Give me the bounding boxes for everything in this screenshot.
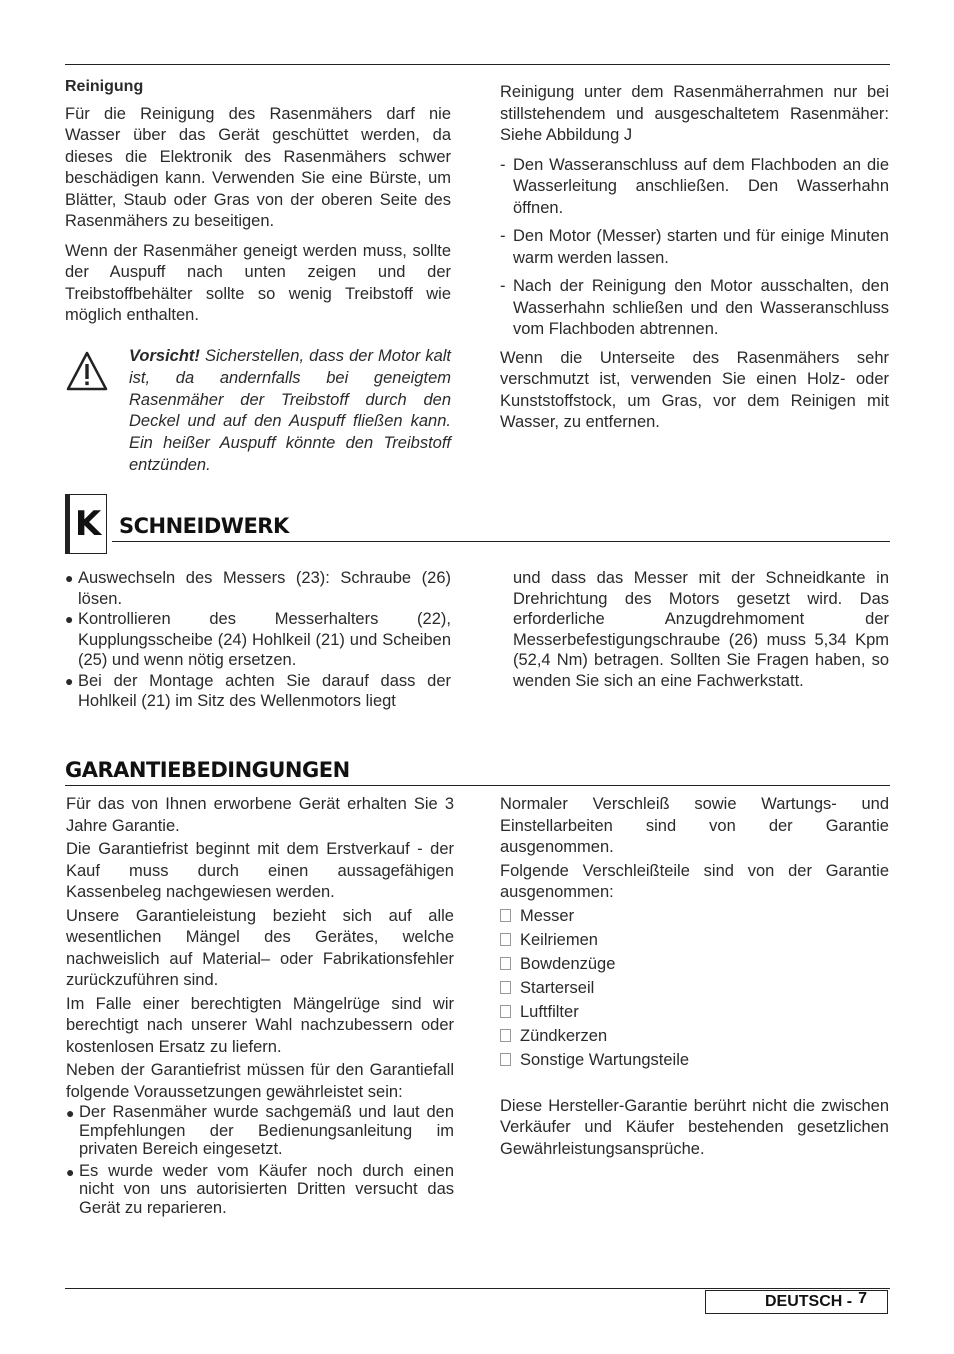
- section-rule: [112, 541, 890, 542]
- section-letter-box: K: [65, 494, 107, 554]
- list-item: Starterseil: [500, 976, 889, 1000]
- cleaning-paragraph-1: Für die Reinigung des Rasenmähers darf nie Wasser über das Gerät geschüttet werden, da dieses die Elektronik des Rasenmähers schwer beschädigen kann. Verwenden Sie eine Bürste, um Blätter, Staub oder Gras von der oberen Seite des Rasenmähers zu beseitigen.: [65, 104, 451, 230]
- cleaning-right-intro: Reinigung unter dem Rasenmäherrahmen nur bei stillstehendem und ausgeschaltetem Rasenmäher: Siehe Abbildung J: [500, 83, 889, 144]
- list-item: Keilriemen: [500, 928, 889, 952]
- footer-rule: [65, 1288, 890, 1289]
- top-rule: [65, 64, 890, 65]
- warning-label: Vorsicht!: [129, 347, 200, 365]
- checkbox-square-icon: [500, 909, 511, 922]
- footer-language: DEUTSCH -: [764, 1293, 853, 1310]
- warranty-right-paragraph-3: Diese Hersteller-Garantie berührt nicht die zwischen Verkäufer und Käufer bestehenden gesetzlichen Gewährleistungsansprüche.: [500, 1096, 889, 1158]
- cleaning-step: - Den Motor (Messer) starten und für einige Minuten warm werden lassen.: [500, 227, 889, 267]
- warning-body: Sicherstellen, dass der Motor kalt ist, da andernfalls bei geneigtem Rasenmäher der Treibstoff durch den Deckel und auf den Auspuff fließen kann. Ein heißer Auspuff könnte den Treibstoff entzünden.: [129, 347, 451, 474]
- warranty-paragraph: Neben der Garantiefrist müssen für den Garantiefall folgende Voraussetzungen gewährleistet sein:: [66, 1061, 454, 1101]
- checkbox-square-icon: [500, 1005, 511, 1018]
- cutting-bullet: ● Kontrollieren des Messerhalters (22), Kupplungsscheibe (24) Hohlkeil (21) und Scheiben (25) und wenn nötig ersetzen.: [65, 610, 451, 669]
- section-title-warranty: GARANTIEBEDINGUNGEN: [65, 758, 350, 782]
- warranty-condition: ● Es wurde weder vom Käufer noch durch einen nicht von uns autorisierten Dritten versucht das Gerät zu reparieren.: [66, 1161, 454, 1217]
- warranty-paragraph: Für das von Ihnen erworbene Gerät erhalten Sie 3 Jahre Garantie.: [66, 795, 454, 835]
- cleaning-heading: Reinigung: [65, 78, 144, 95]
- cutting-continuation: und dass das Messer mit der Schneidkante in Drehrichtung des Motors gesetzt wird. Das erforderliche Anzugdrehmoment der Messerbefestigungschraube (26) muss 5,34 Kpm (52,4 Nm) betragen. Sollten Sie Fragen haben, so wenden Sie sich an eine Fachwerkstatt.: [513, 569, 889, 690]
- warranty-paragraph: Im Falle einer berechtigten Mängelrüge sind wir berechtigt nach unserer Wahl nachzubessern oder kostenlosen Ersatz zu liefern.: [66, 994, 454, 1056]
- checkbox-square-icon: [500, 957, 511, 970]
- cutting-right-column: [513, 568, 889, 699]
- list-item: Messer: [500, 904, 889, 928]
- warning-box: [65, 346, 451, 477]
- cleaning-step: - Den Wasseranschluss auf dem Flachboden an die Wasserleitung anschließen. Den Wasserhahn öffnen.: [500, 155, 889, 217]
- page-number: 7: [858, 1290, 867, 1307]
- checkbox-square-icon: [500, 1053, 511, 1066]
- checkbox-square-icon: [500, 1029, 511, 1042]
- section-title-cutting: SCHNEIDWERK: [119, 514, 289, 538]
- cleaning-right-paragraph-2: Wenn die Unterseite des Rasenmähers sehr verschmutzt ist, verwenden Sie einen Holz- oder Kunststoffstock, um Gras, vor dem Reinigen mit Wasser, zu entfernen.: [500, 348, 889, 431]
- checkbox-square-icon: [500, 933, 511, 946]
- cutting-left-column: [65, 568, 451, 712]
- cleaning-step: - Nach der Reinigung den Motor ausschalten, den Wasserhahn schließen und den Wasseranschluss vom Flachboden abtrennen.: [500, 277, 889, 338]
- cutting-bullet: ● Bei der Montage achten Sie darauf dass der Hohlkeil (21) im Sitz des Wellenmotors liegt: [65, 671, 451, 710]
- warranty-right-paragraph-2: Folgende Verschleißteile sind von der Garantie ausgenommen:: [500, 861, 889, 901]
- list-item: Sonstige Wartungsteile: [500, 1048, 889, 1072]
- warranty-paragraph: Unsere Garantieleistung bezieht sich auf alle wesentlichen Mängel des Gerätes, welche nachweislich auf Material– oder Fabrikationsfehler zurückzuführen sind.: [66, 906, 454, 989]
- warning-text: [109, 346, 451, 477]
- list-item: Zündkerzen: [500, 1024, 889, 1048]
- list-item: Luftfilter: [500, 1000, 889, 1024]
- section-rule: [65, 785, 890, 786]
- wear-parts-list: [500, 904, 889, 1072]
- warranty-left-column: [66, 794, 454, 1217]
- cleaning-left-column: [65, 76, 451, 335]
- warning-triangle-icon: [65, 346, 109, 477]
- warranty-paragraph: Die Garantiefrist beginnt mit dem Erstverkauf - der Kauf muss durch einen aussagefähigen Kassenbeleg nachgewiesen werden.: [66, 840, 454, 901]
- warranty-right-paragraph-1: Normaler Verschleiß sowie Wartungs- und Einstellarbeiten sind von der Garantie ausgenommen.: [500, 795, 889, 856]
- checkbox-square-icon: [500, 981, 511, 994]
- cleaning-right-column: [500, 82, 889, 442]
- footer-page-label: [705, 1290, 888, 1314]
- warranty-condition: ● Der Rasenmäher wurde sachgemäß und laut den Empfehlungen der Bedienungsanleitung im privaten Bereich eingesetzt.: [66, 1103, 454, 1158]
- warranty-right-column: [500, 794, 889, 1168]
- list-item: Bowdenzüge: [500, 952, 889, 976]
- cleaning-paragraph-2: Wenn der Rasenmäher geneigt werden muss, sollte der Auspuff nach unten zeigen und der Treibstoffbehälter sollte so wenig Treibstoff wie möglich enthalten.: [65, 241, 451, 324]
- cutting-bullet: ● Auswechseln des Messers (23): Schraube (26) lösen.: [65, 569, 451, 608]
